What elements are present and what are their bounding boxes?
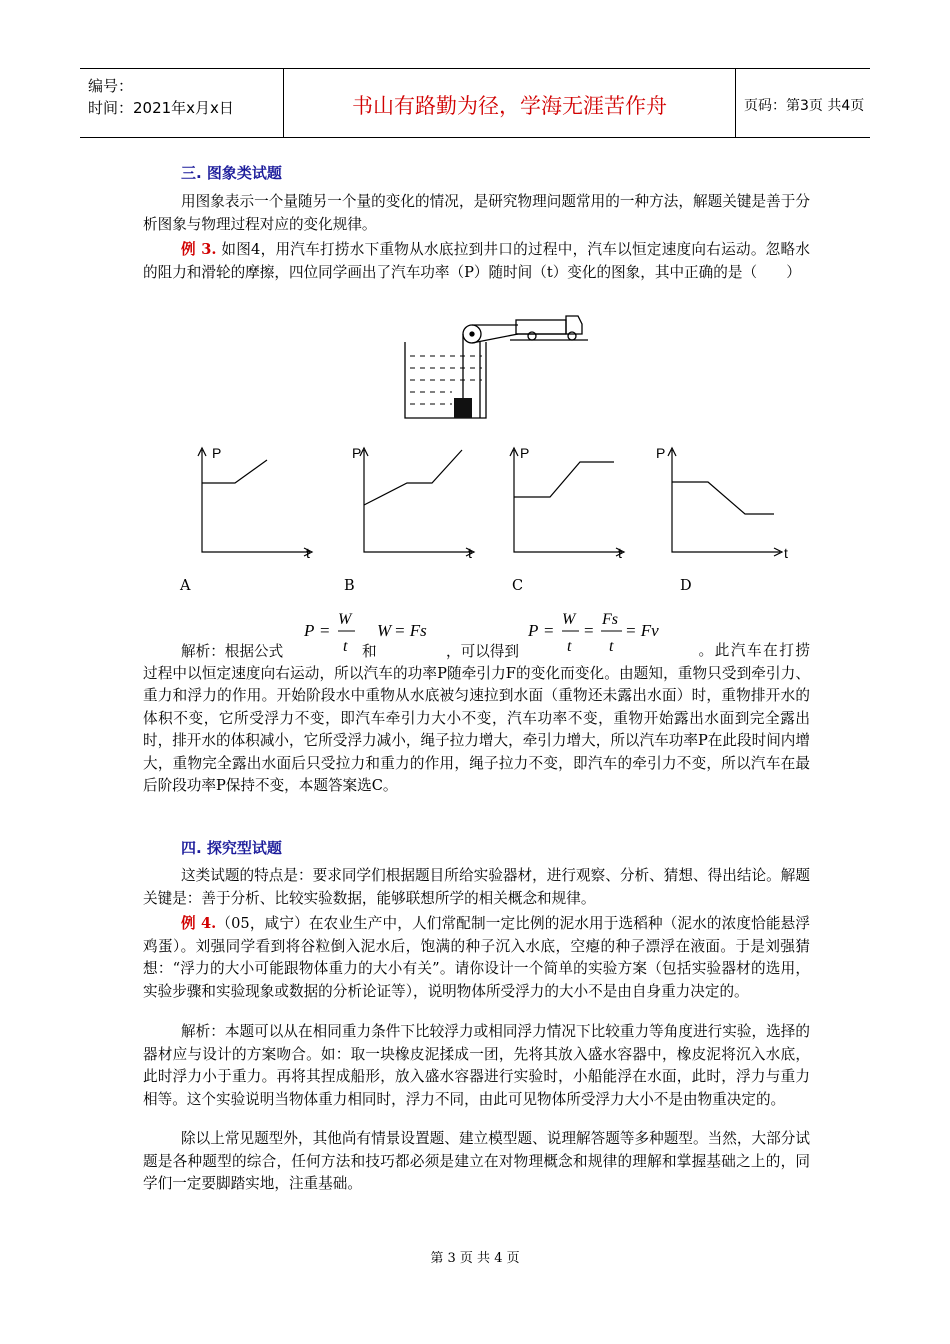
graph-c (502, 440, 642, 565)
page-info: 页码：第3页 共4页 (744, 98, 865, 114)
section-3-intro: 用图象表示一个量随另一个量的变化的情况，是研究物理问题常用的一种方法，解题关键是善于分析图象与物理过程对应的变化规律。 (143, 193, 810, 233)
analysis-3-body (143, 640, 810, 798)
section-4-intro: 这类试题的特点是：要求同学们根据题目所给实验器材，进行观察、分析、猜想、得出结论。解题关键是：善于分析、比较实验数据，能够联想所学的相关概念和规律。 (143, 867, 810, 907)
formula-3-t2: t (609, 638, 614, 655)
graph-b-x-label: t (468, 545, 472, 561)
formula-2-w: W (377, 621, 392, 640)
graph-a-label: A (180, 578, 191, 594)
header-meta-cell (80, 69, 284, 137)
code-label: 编号： (88, 77, 134, 95)
analysis-3-intro: 解析：根据公式 (181, 643, 284, 660)
graph-a-x-label: t (306, 545, 310, 561)
graph-a-y-label: P (212, 445, 222, 461)
graph-c-label: C (512, 578, 524, 594)
graph-d (656, 440, 800, 565)
formula-1-p: P (304, 621, 315, 640)
example-4-text: （05，咸宁）在农业生产中，人们常配制一定比例的泥水用于选稻种（泥水的浓度恰能悬浮鸡蛋）。刘强同学看到将谷粒倒入泥水后，饱满的种子沉入水底，空瘪的种子漂浮在液面。于是刘强猜想：“浮力的大小可能跟物体重力的大小有关”。请你设计一个简单的实验方案（包括实验器材的选用，实验步骤和实验现象或数据的分析论证等），说明物体所受浮力的大小不是由自身重力决定的。 (143, 915, 810, 1000)
graph-d-x-label: t (784, 545, 788, 561)
motto: 书山有路勤为径，学海无涯苦作舟 (352, 94, 667, 118)
formula-3-fv: = Fv (625, 621, 659, 640)
formula-3-p: P (528, 621, 539, 640)
example-4-label: 例 4. (181, 915, 217, 932)
page-footer: 第 3 页 共 4 页 (430, 1251, 520, 1266)
formula-2-rhs: = Fs (394, 621, 427, 640)
formula-3-t1: t (567, 638, 572, 655)
formula-3-eq1: = (544, 621, 554, 640)
graph-b-y-label: P (352, 445, 362, 461)
graph-b (352, 440, 492, 565)
section-4-title: 四. 探究型试题 (181, 839, 282, 857)
graph-c-y-label: P (520, 445, 530, 461)
section-3-title: 三. 图象类试题 (181, 164, 282, 182)
example-3-paragraph (143, 239, 810, 284)
formula-3-w: W (562, 611, 576, 628)
header-page-cell (736, 69, 870, 137)
example-4-paragraph (143, 913, 810, 1003)
graph-d-label: D (680, 578, 692, 594)
graph-b-label: B (344, 578, 355, 594)
graph-a (190, 440, 330, 565)
time-label: 时间：2021年x月x日 (88, 99, 234, 117)
formula-1-t: t (343, 638, 348, 655)
example-3-text: 如图4，用汽车打捞水下重物从水底拉到井口的过程中，汽车以恒定速度向右运动。忽略水的阻力和滑轮的摩擦，四位同学画出了汽车功率（P）随时间（t）变化的图象，其中正确的是（ ） (143, 241, 810, 281)
formula-1-w: W (338, 611, 352, 628)
analysis-3-and: 和 (362, 643, 377, 660)
analysis-4: 解析：本题可以从在相同重力条件下比较浮力或相同浮力情况下比较重力等角度进行实验，选择的器材应与设计的方案吻合。如：取一块橡皮泥揉成一团，先将其放入盛水容器中，橡皮泥将沉入水底，此时浮力小于重力。再将其捏成船形，放入盛水容器进行实验时，小船能浮在水面，此时，浮力与重力相等。这个实验说明当物体重力相同时，浮力不同，由此可见物体所受浮力大小不是由物重决定的。 (143, 1023, 810, 1108)
closing-paragraph: 除以上常见题型外，其他尚有情景设置题、建立模型题、说理解答题等多种题型。当然，大部分试题是各种题型的综合，任何方法和技巧都必须是建立在对物理概念和规律的理解和掌握基础之上的，同学们一定要脚踏实地，注重基础。 (143, 1130, 810, 1192)
graph-c-x-label: t (618, 545, 622, 561)
formula-3-fs: Fs (602, 611, 618, 628)
document-header (80, 68, 870, 138)
well-truck-figure (400, 312, 590, 424)
example-3-label: 例 3. (181, 241, 217, 258)
analysis-3-get: ，可以得到 (446, 643, 519, 660)
header-motto-cell (284, 69, 736, 137)
formula-3-eq2: = (584, 621, 594, 640)
analysis-3-text: 。此汽车在打捞过程中以恒定速度向右运动，所以汽车的功率P随牵引力F的变化而变化。由题知，重物只受到牵引力、重力和浮力的作用。开始阶段水中重物从水底被匀速拉到水面（重物还未露出水面）时，重物排开水的体积不变，它所受浮力不变，即汽车牵引力大小不变，汽车功率不变，重物开始露出水面到完全露出时，排开水的体积减小，它所受浮力减小，绳子拉力增大，牵引力增大，所以汽车功率P在此段时间内增大，重物完全露出水面后只受拉力和重力的作用，绳子拉力不变，即汽车的牵引力不变，所以汽车在最后阶段功率P保持不变，本题答案选C。 (143, 642, 810, 794)
graph-d-y-label: P (656, 445, 666, 461)
formula-1-eq: = (320, 621, 330, 640)
